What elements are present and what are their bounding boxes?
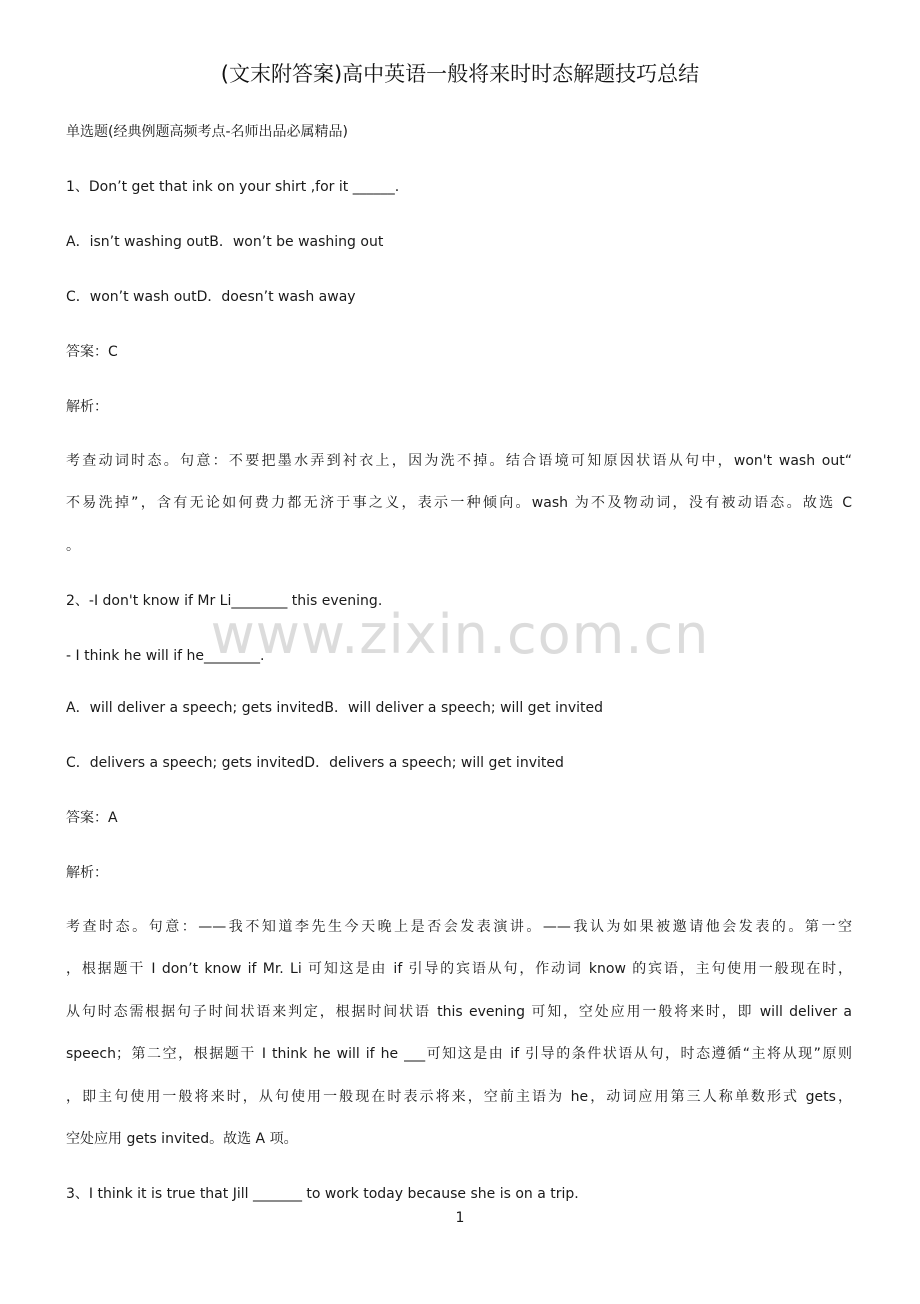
analysis-line: speech；第二空，根据题干 I think he will if he ___可知这是由 if 引导的条件状语从句，时态遵循“主将从现”原则	[66, 1046, 852, 1063]
analysis-line: 不易洗掉”，含有无论如何费力都无济于事之义，表示一种倾向。wash 为不及物动词，没有被动语态。故选 C	[66, 495, 852, 512]
question-2-analysis-label: 解析：	[66, 865, 108, 881]
question-2-analysis	[66, 906, 852, 1160]
question-1-analysis	[66, 440, 852, 567]
watermark: www.zixin.com.cn	[210, 603, 710, 666]
question-2-options-cd: C．delivers a speech; gets invitedD．delivers a speech; will get invited	[66, 755, 564, 771]
question-1-options-cd: C．won’t wash outD．doesn’t wash away	[66, 289, 356, 305]
question-1-analysis-label: 解析：	[66, 399, 108, 415]
question-1-options-ab: A．isn’t washing outB．won’t be washing out	[66, 234, 384, 250]
analysis-line: ，根据题干 I don’t know if Mr. Li 可知这是由 if 引导的宾语从句，作动词 know 的宾语，主句使用一般现在时，	[66, 961, 852, 978]
question-3-stem: 3、I think it is true that Jill _______ to work today because she is on a trip.	[66, 1186, 579, 1202]
analysis-line: 空处应用 gets invited。故选 A 项。	[66, 1131, 298, 1148]
analysis-line: 考查时态。句意：——我不知道李先生今天晚上是否会发表演讲。——我认为如果被邀请他会发表的。第一空	[66, 919, 852, 935]
document-title: (文末附答案)高中英语一般将来时时态解题技巧总结	[220, 62, 700, 86]
question-1-stem: 1、Don’t get that ink on your shirt ,for it ______.	[66, 179, 400, 195]
question-1-answer: 答案：C	[66, 344, 118, 360]
question-2-options-ab: A．will deliver a speech; gets invitedB．will deliver a speech; will get invited	[66, 700, 604, 716]
analysis-line: 。	[66, 537, 80, 554]
analysis-line: 从句时态需根据句子时间状语来判定，根据时间状语 this evening 可知，空处应用一般将来时，即 will deliver a	[66, 1003, 852, 1020]
question-2-stem-line-2: - I think he will if he________.	[66, 648, 265, 664]
question-2-stem-line-1: 2、-I don't know if Mr Li________ this evening.	[66, 593, 383, 609]
section-label: 单选题(经典例题高频考点-名师出品必属精品)	[66, 124, 348, 140]
question-2-answer: 答案：A	[66, 810, 118, 826]
analysis-line: ，即主句使用一般将来时，从句使用一般现在时表示将来，空前主语为 he，动词应用第三人称单数形式 gets，	[66, 1088, 852, 1105]
page-number: 1	[455, 1210, 465, 1226]
analysis-line: 考查动词时态。句意：不要把墨水弄到衬衣上，因为洗不掉。结合语境可知原因状语从句中，won't wash out“	[66, 453, 852, 469]
